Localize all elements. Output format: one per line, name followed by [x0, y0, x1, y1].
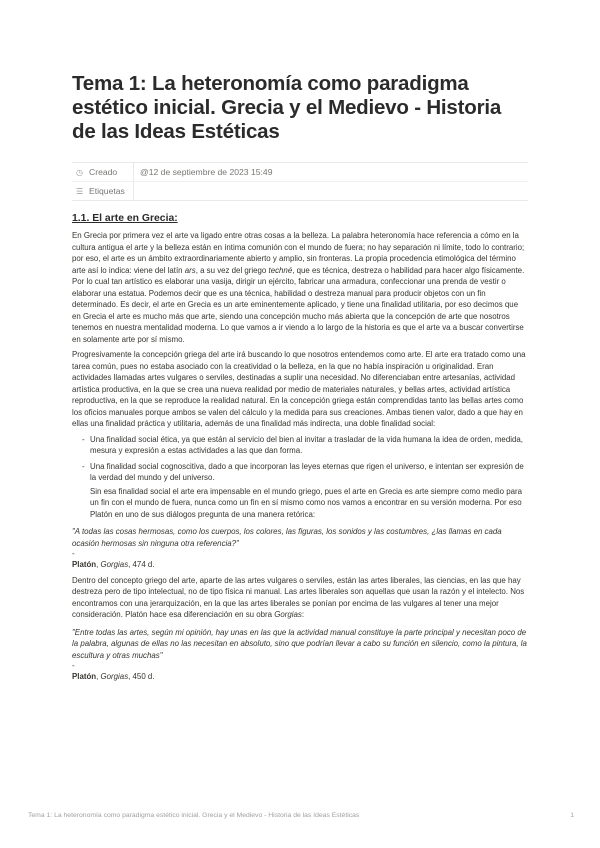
italic-term: Gorgias [274, 610, 302, 619]
indented-text-1: Sin esa finalidad social el arte era impensable en el mundo griego, pues el arte en Grecia es arte siempre como medio para un fin con el mundo de fuera, nunca como un fin en sí mismo como nos vamos a encontrar en su versión moderna. Por eso [90, 486, 523, 507]
cite-author: Platón [72, 560, 97, 569]
page-content [72, 72, 528, 687]
text-span: , que es técnica, destreza o habilidad para hacer algo físicamente. Por lo cual tan artístico es elaborar una vasija, dirigir un ejército, fabricar una armadura, confeccionar una prenda de vestir o elaborar una estatua. Podemos decir que es una técnica, habilidad o destreza manual para producir objetos con un fin determinado. Es decir, el arte en Grecia es un arte eminentemente aplicado, y tiene una finalidad utilitaria, por eso decimos que en Grecia el arte es mucho más que arte, siendo una concepción mucho más abierta que la concepción de arte que nosotros tenemos en nuestra mentalidad moderna. Lo que vamos a ir viendo a lo largo de la historia es que el arte va a buscar convertirse en solamente arte por sí mismo. [72, 265, 525, 344]
cite-work: Gorgias [100, 672, 129, 681]
property-key-label: Creado [89, 167, 118, 177]
property-key-label: Etiquetas [89, 186, 125, 196]
quote-dash: - [72, 661, 75, 670]
properties-table [72, 162, 528, 200]
paragraph-2: Progresivamente la concepción griega del arte irá buscando lo que nosotros entendemos como arte. El arte era tratado como una tarea común, pues no estaba asociado con la creatividad o la belleza, en la que no había inspiración u originalidad. Eran actividades llamadas artes vulgares o serviles, destinadas a suplir una necesidad. No diferenciaban entre artesanías, actividad artística productiva, en la que se crea una nueva realidad por medio de materiales naturales, y bellas artes, actividad artística reproductiva, en la que se reproduce la realidad natural. En la concepción griega están comprendidas tanto las bellas artes como los oficios manuales porque ambos se valen del cálculo y la medida para sus creaciones. Ambas tienen valor, dado a que hay en ellas una finalidad práctica y utilitaria, además de una finalidad más indirecta, una doble finalidad social: [72, 350, 526, 428]
property-key [72, 182, 134, 200]
cite-ref: , 450 d. [128, 672, 155, 681]
property-row-tags [72, 181, 528, 200]
italic-term: ars [184, 265, 196, 275]
page-footer [28, 812, 574, 819]
text-span: En Grecia por primera vez el arte va ligado entre otras cosas a la belleza. La palabra heteronomía hace referencia a cómo en la cultura antigua el arte y la belleza están en íntima comunión con el mundo de fuera; no hay separación ni límite, todo lo contrario; por eso, el arte es un ámbito extraordinariamente abierto y amplio, sin fronteras. La propia procedencia etimológica del término arte así lo indica: viene del latín [72, 231, 525, 275]
divider [72, 200, 528, 201]
page-title: Tema 1: La heteronomía como paradigma estético inicial. Grecia y el Medievo - Historia de las Ideas Estéticas [72, 72, 502, 143]
paragraph-3 [72, 575, 528, 621]
footer-title: Tema 1: La heteronomía como paradigma estético inicial. Grecia y el Medievo - Historia de las Ideas Estéticas [28, 812, 360, 819]
cite-work: Gorgias [100, 560, 129, 569]
text-span: Dentro del concepto griego del arte, aparte de las artes vulgares o serviles, están las artes liberales, las ciencias, en las que hay destreza pero de tipo intelectual, no de tipo física ni manual. Las artes liberales son aquellas que usan la razón y el intelecto. Nos encontramos con una jerarquización, en la que las artes liberales se ponían por encima de las vulgares al tener una mejor consideración. Platón hace esa diferenciación en su obra [72, 575, 525, 619]
list-icon: ☰ [76, 186, 84, 196]
section-heading: 1.1. El arte en Grecia: [72, 213, 178, 224]
dash-list [72, 434, 528, 484]
text-span: , a su vez del griego [195, 265, 269, 275]
italic-term: techné [268, 265, 293, 275]
citation-2: Platón, Gorgias, 450 d. [72, 672, 155, 681]
paragraph-1 [72, 230, 528, 345]
text-span: : [301, 610, 305, 619]
quote-1: "A todas las cosas hermosas, como los cuerpos, los colores, las figuras, los sonidos y las costumbres, ¿las llamas en cada ocasión hermosas sin ninguna otra referencia?" [72, 527, 502, 548]
property-row-created [72, 163, 528, 181]
list-item: - Una finalidad social cognoscitiva, dado a que incorporan las leyes eternas que rigen el universo, e intentan ser expresión de la verdad del mundo y del universo. [72, 461, 528, 484]
indented-text-2: Platón en uno de sus diálogos pregunta de una manera retórica: [90, 509, 316, 519]
page-number: 1 [570, 812, 574, 819]
quote-2: "Entre todas las artes, según mi opinión, hay unas en las que la actividad manual constituye la parte principal y necesitan poco de la palabra, algunas de ellas no las necesitan en absoluto, sino que podrían llevar a cabo su función en silencio, como la pintura, la escultura y otras muchas" [72, 627, 527, 660]
cite-author: Platón [72, 672, 97, 681]
clock-icon: ◷ [76, 167, 83, 177]
cite-ref: , 474 d. [128, 560, 155, 569]
property-key [72, 163, 134, 181]
property-value-date: @12 de septiembre de 2023 15:49 [140, 167, 273, 177]
citation-1: Platón, Gorgias, 474 d. [72, 560, 155, 569]
list-item: - Una finalidad social ética, ya que están al servicio del bien al invitar a trasladar de la vida humana la idea de orden, medida, mesura y expresión a estas actividades a las que dan forma. [72, 434, 528, 457]
quote-dash: - [72, 549, 75, 558]
